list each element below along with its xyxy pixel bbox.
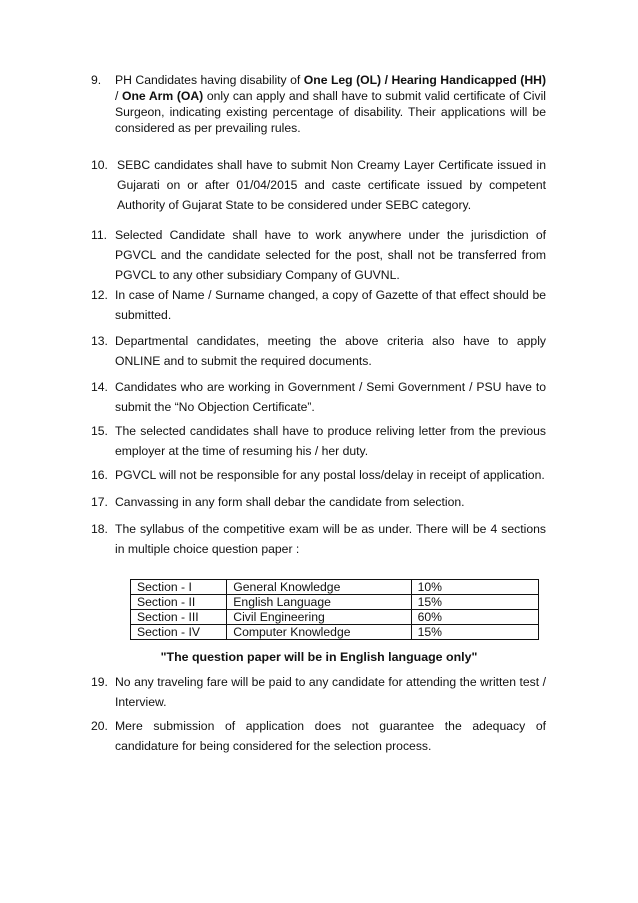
- item-number: 9.: [91, 73, 102, 87]
- item-text: The selected candidates shall have to produce reliving letter from the previous employer at the time of resuming his / her duty.: [115, 424, 546, 458]
- list-item-19: [91, 672, 546, 712]
- weight-cell: 60%: [411, 610, 538, 625]
- item-text: Candidates who are working in Government / Semi Government / PSU have to submit the “No Objection Certificate”.: [115, 380, 546, 414]
- list-item-9: [91, 72, 546, 136]
- list-item-20: [91, 716, 546, 756]
- item-number: 12.: [91, 288, 108, 302]
- item-text: Mere submission of application does not guarantee the adequacy of candidature for being considered for the selection process.: [115, 719, 546, 753]
- one-arm-bold: One Arm (OA): [122, 89, 204, 103]
- table-row: [131, 610, 539, 625]
- language-note: "The question paper will be in English language only": [160, 650, 478, 664]
- weight-cell: 15%: [411, 625, 538, 640]
- list-item-18: [91, 519, 546, 559]
- section-cell: Section - I: [131, 580, 227, 595]
- list-item-10: [91, 155, 546, 215]
- weight-cell: 15%: [411, 595, 538, 610]
- item-number: 11.: [91, 228, 108, 242]
- item-text: No any traveling fare will be paid to any candidate for attending the written test / Interview.: [115, 675, 546, 709]
- item-number: 19.: [91, 675, 108, 689]
- item-text: The syllabus of the competitive exam will be as under. There will be 4 sections in multiple choice question paper :: [115, 522, 546, 556]
- item-text: Selected Candidate shall have to work anywhere under the jurisdiction of PGVCL and the candidate selected for the post, shall not be transferred from PGVCL to any other subsidiary Company of GUVNL.: [115, 228, 546, 282]
- item-text: PGVCL will not be responsible for any postal loss/delay in receipt of application.: [115, 468, 545, 482]
- disability-types-bold: One Leg (OL) / Hearing Handicapped (HH): [303, 73, 547, 87]
- item-number: 20.: [91, 719, 108, 733]
- item-text: Departmental candidates, meeting the above criteria also have to apply ONLINE and to submit the required documents.: [115, 334, 546, 368]
- table-row: [131, 625, 539, 640]
- item-text: Canvassing in any form shall debar the candidate from selection.: [115, 495, 465, 509]
- item-text: PH Candidates having disability of One Leg (OL) / Hearing Handicapped (HH) / One Arm (OA) only can apply and shall have to submit valid certificate of Civil Surgeon, indicating existing percentage of disability. Their applications will be considered as per prevailing rules.: [115, 73, 547, 135]
- section-cell: Section - IV: [131, 625, 227, 640]
- item-number: 13.: [91, 334, 108, 348]
- syllabus-table: [130, 579, 539, 640]
- subject-cell: English Language: [227, 595, 411, 610]
- list-item-15: [91, 421, 546, 461]
- item-text: SEBC candidates shall have to submit Non Creamy Layer Certificate issued in Gujarati on or after 01/04/2015 and caste certificate issued by competent Authority of Gujarat State to be considered under SEBC category.: [117, 158, 546, 212]
- list-item-11: [91, 225, 546, 285]
- table-row: [131, 595, 539, 610]
- item-number: 14.: [91, 380, 108, 394]
- item-number: 18.: [91, 522, 108, 536]
- list-item-16: [91, 465, 546, 485]
- section-cell: Section - II: [131, 595, 227, 610]
- item-number: 10.: [91, 158, 108, 172]
- list-item-14: [91, 377, 546, 417]
- item-number: 16.: [91, 468, 108, 482]
- subject-cell: Computer Knowledge: [227, 625, 411, 640]
- list-item-17: [91, 492, 546, 512]
- list-item-13: [91, 331, 546, 371]
- list-item-12: [91, 285, 546, 325]
- subject-cell: Civil Engineering: [227, 610, 411, 625]
- table-row: [131, 580, 539, 595]
- item-number: 15.: [91, 424, 108, 438]
- weight-cell: 10%: [411, 580, 538, 595]
- subject-cell: General Knowledge: [227, 580, 411, 595]
- item-text: In case of Name / Surname changed, a copy of Gazette of that effect should be submitted.: [115, 288, 546, 322]
- item-number: 17.: [91, 495, 108, 509]
- section-cell: Section - III: [131, 610, 227, 625]
